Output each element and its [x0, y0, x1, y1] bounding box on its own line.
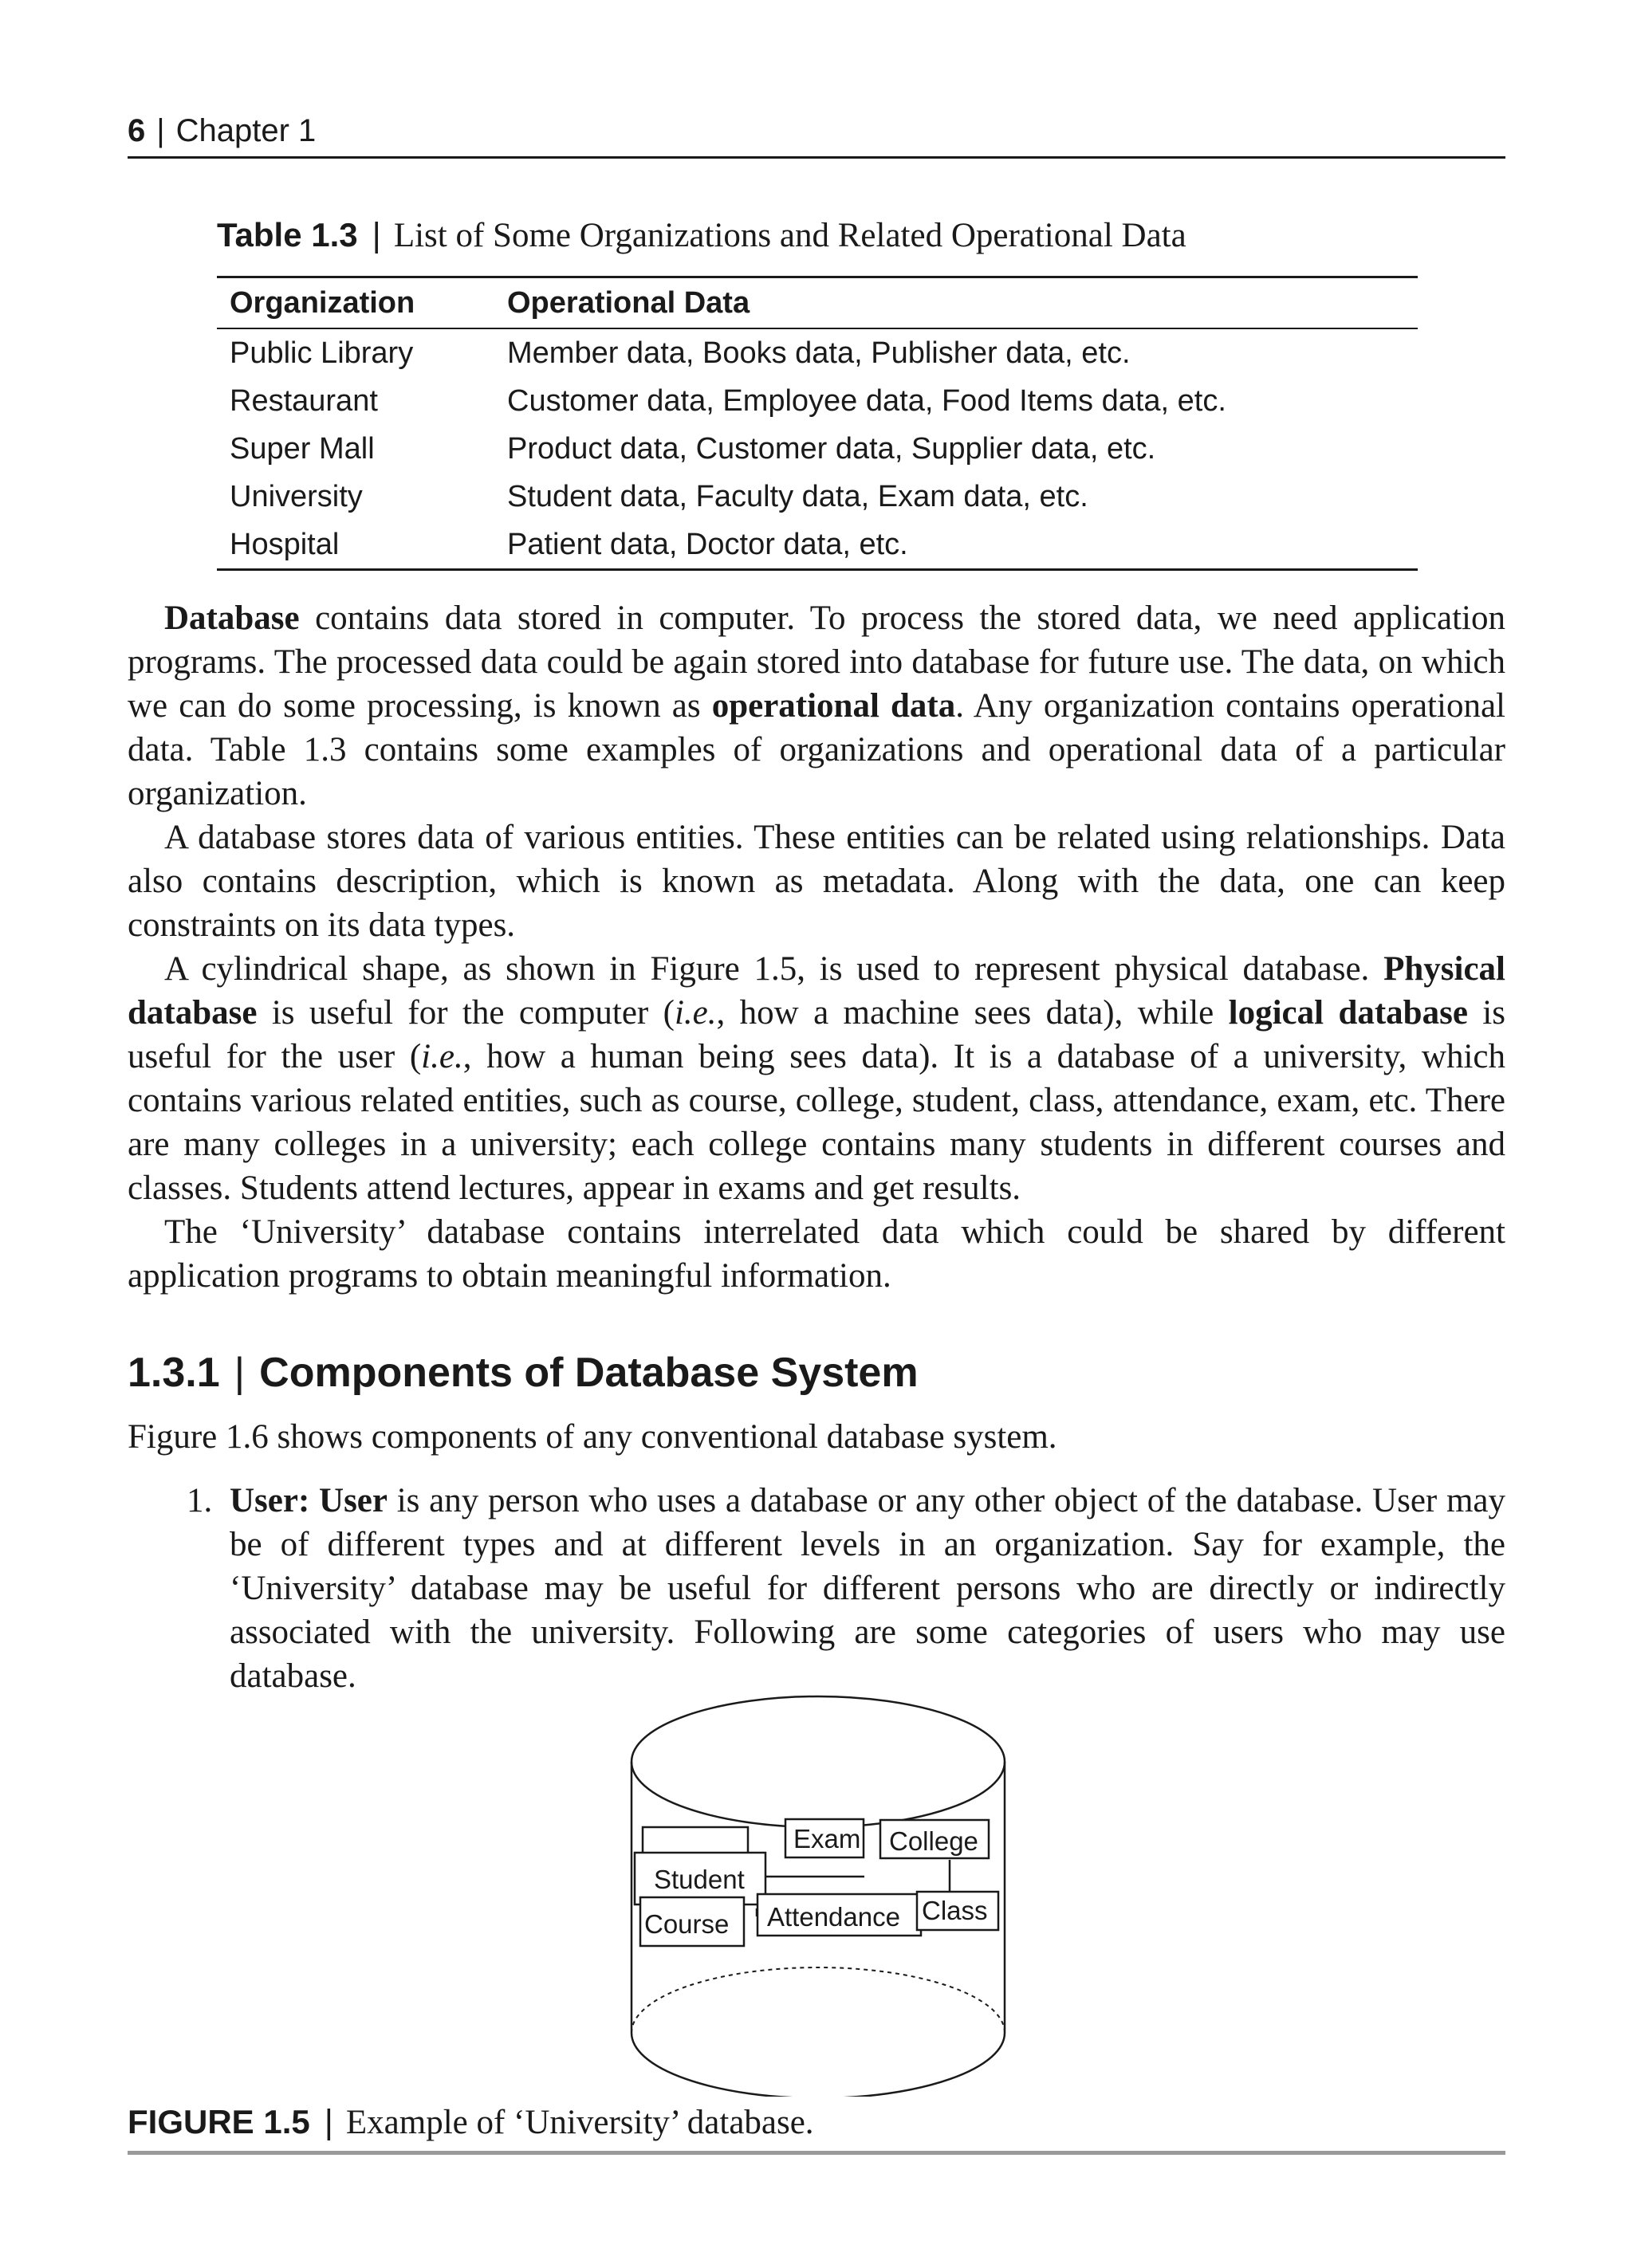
paragraph-text: A cylindrical shape, as shown in Figure 1.5, is used to represent physical database. — [164, 950, 1384, 988]
term-operational-data: operational data — [711, 687, 956, 725]
table-row — [217, 329, 1418, 377]
cell-organization: Super Mall — [230, 431, 375, 466]
abbrev-ie: i.e. — [674, 994, 717, 1032]
table-row — [217, 377, 1418, 425]
table-caption-label: Table 1.3 — [217, 216, 358, 254]
term-database: Database — [164, 599, 300, 637]
section-heading — [128, 1347, 919, 1398]
term-user: User — [319, 1482, 388, 1519]
term-logical-database: logical database — [1228, 994, 1468, 1032]
table-row — [217, 473, 1418, 521]
entity-label-class: Class — [922, 1896, 988, 1925]
list-item — [230, 1479, 1505, 1698]
paragraph-text: , how a human being sees data). It is a database of a university, which contains various related entities, such as course, college, student, class, attendance, exam, etc. There are many colleges in a university; each college contains many students in different courses and classes. Students attend lectures, appear in exams and get results. — [128, 1038, 1505, 1207]
running-header — [128, 112, 1505, 159]
paragraph-text: , how a machine sees data), while — [716, 994, 1229, 1032]
section-title: Components of Database System — [259, 1350, 919, 1396]
table-caption — [217, 211, 1186, 260]
cell-operational-data: Student data, Faculty data, Exam data, etc. — [507, 479, 1088, 513]
paragraph-text: is useful for the computer ( — [257, 994, 675, 1032]
paragraph-text: is useful for the user ( — [128, 994, 1505, 1075]
paragraph-text: . Any organization contains operational data. Table 1.3 contains some examples of organizations and operational data of a particular organization. — [128, 687, 1505, 812]
cylinder-bottom-front — [632, 2033, 1005, 2097]
entity-box-back — [643, 1827, 748, 1856]
cell-operational-data: Member data, Books data, Publisher data, etc. — [507, 336, 1131, 370]
cell-organization: University — [230, 479, 363, 513]
cell-organization: Public Library — [230, 336, 414, 370]
cylinder-bottom-back — [632, 1967, 1005, 2033]
paragraph-entities: A database stores data of various entities. These entities can be related using relationships. Data also contains description, which is known as metadata. Along with the data, one can keep constraints on its data types. — [128, 819, 1505, 944]
cell-organization: Restaurant — [230, 383, 378, 418]
figure-caption — [128, 2098, 1505, 2155]
organizations-table — [217, 276, 1418, 571]
section-intro-text: Figure 1.6 shows components of any conventional database system. — [128, 1418, 1057, 1456]
column-header-organization: Organization — [230, 285, 415, 320]
entity-label-student: Student — [654, 1865, 745, 1894]
figure-caption-label: FIGURE 1.5 — [128, 2103, 310, 2140]
entity-label-college: College — [889, 1826, 978, 1856]
entity-label-attendance: Attendance — [767, 1902, 900, 1932]
section-number: 1.3.1 — [128, 1350, 220, 1396]
entity-label-course: Course — [644, 1909, 730, 1939]
table-header-row — [217, 278, 1418, 328]
list-number: 1. — [187, 1482, 213, 1519]
table-caption-text: List of Some Organizations and Related Operational Data — [393, 217, 1186, 254]
list-item-label: User: — [230, 1482, 310, 1519]
cylinder-top — [632, 1696, 1005, 1827]
entity-label-exam: Exam — [793, 1824, 861, 1853]
table-row — [217, 521, 1418, 568]
cell-organization: Hospital — [230, 527, 340, 561]
section-separator: | — [234, 1350, 246, 1396]
cell-operational-data: Product data, Customer data, Supplier data, etc. — [507, 431, 1156, 466]
section-intro — [128, 1415, 1505, 1459]
university-database-figure — [622, 1682, 1021, 2097]
paragraph-database — [128, 596, 1505, 816]
table-bottom-rule — [217, 568, 1418, 571]
cell-operational-data: Patient data, Doctor data, etc. — [507, 527, 908, 561]
cell-operational-data: Customer data, Employee data, Food Items data, etc. — [507, 383, 1226, 418]
paragraph-physical-database — [128, 947, 1505, 1210]
figure-caption-text: Example of ‘University’ database. — [345, 2104, 814, 2141]
table-caption-separator: | — [372, 216, 381, 254]
chapter-label: Chapter 1 — [175, 113, 317, 148]
term-physical-database: Physical database — [128, 950, 1505, 1032]
table-row — [217, 425, 1418, 473]
numbered-list — [180, 1479, 1505, 1698]
page-number: 6 — [128, 113, 146, 148]
paragraph-university-database: The ‘University’ database contains interrelated data which could be shared by different application programs to obtain meaningful information. — [128, 1213, 1505, 1295]
figure-caption-separator: | — [324, 2103, 333, 2141]
header-separator: | — [156, 113, 165, 148]
column-header-operational-data: Operational Data — [507, 285, 750, 320]
abbrev-ie: i.e. — [421, 1038, 463, 1075]
paragraph-text: contains data stored in computer. To process the stored data, we need application programs. The processed data could be again stored into database for future use. The data, on which we can do some processing, is known as — [128, 599, 1505, 725]
body-paragraphs — [128, 596, 1505, 1298]
list-item-text: is any person who uses a database or any other object of the database. User may be of different types and at different levels in an organization. Say for example, the ‘University’ database may be useful for different persons who are directly or indirectly associated with the university. Following are some categories of users who may use database. — [230, 1482, 1505, 1695]
